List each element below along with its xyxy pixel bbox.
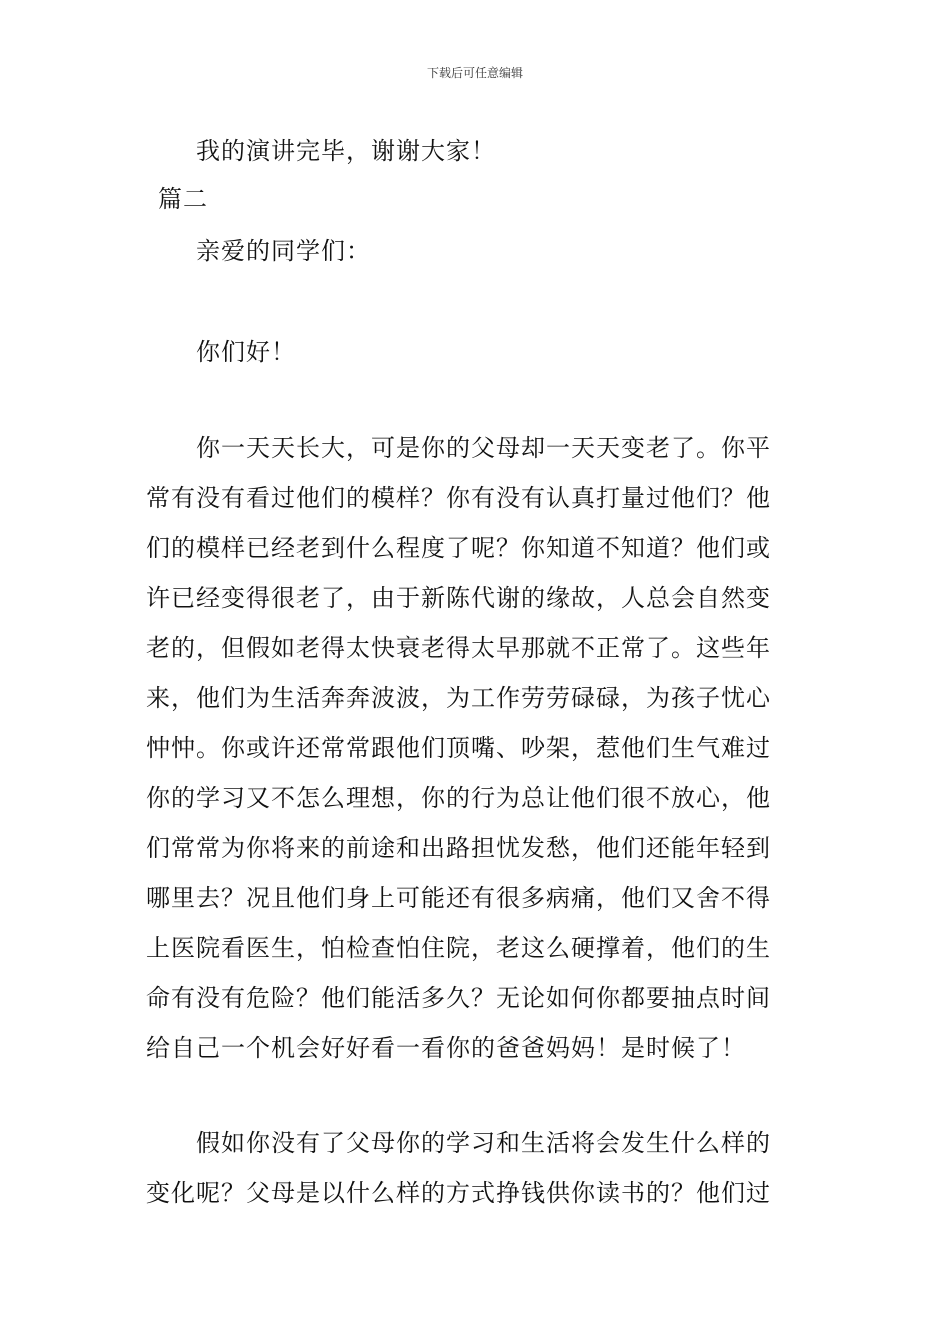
paragraph-line: 变化呢？父母是以什么样的方式挣钱供你读书的？他们过 [146, 1179, 771, 1207]
paragraph-line: 忡忡。你或许还常常跟他们顶嘴、吵架，惹他们生气难过 [146, 734, 771, 762]
section-heading: 篇二 [158, 185, 208, 213]
paragraph-line: 给自己一个机会好好看一看你的爸爸妈妈！是时候了！ [146, 1034, 746, 1062]
paragraph-line: 常有没有看过他们的模样？你有没有认真打量过他们？他 [146, 484, 771, 512]
paragraph-line: 你的学习又不怎么理想，你的行为总让他们很不放心，他 [146, 784, 771, 812]
paragraph-line: 们的模样已经老到什么程度了呢？你知道不知道？他们或 [146, 534, 771, 562]
paragraph-line: 上医院看医生，怕检查怕住院，老这么硬撑着，他们的生 [146, 934, 771, 962]
paragraph-line: 老的，但假如老得太快衰老得太早那就不正常了。这些年 [146, 634, 771, 662]
greeting-line: 亲爱的同学们： [196, 237, 371, 265]
paragraph-line: 哪里去？况且他们身上可能还有很多病痛，他们又舍不得 [146, 884, 771, 912]
closing-line: 我的演讲完毕，谢谢大家！ [196, 137, 496, 165]
salutation-line: 你们好！ [196, 338, 296, 366]
paragraph-line: 许已经变得很老了，由于新陈代谢的缘故，人总会自然变 [146, 584, 771, 612]
paragraph-line: 们常常为你将来的前途和出路担忧发愁，他们还能年轻到 [146, 834, 771, 862]
paragraph-line: 假如你没有了父母你的学习和生活将会发生什么样的 [196, 1129, 771, 1157]
paragraph-line: 你一天天长大，可是你的父母却一天天变老了。你平 [196, 434, 771, 462]
paragraph-line: 来，他们为生活奔奔波波，为工作劳劳碌碌，为孩子忧心 [146, 684, 771, 712]
paragraph-line: 命有没有危险？他们能活多久？无论如何你都要抽点时间 [146, 984, 771, 1012]
page-header: 下载后可任意编辑 [426, 66, 523, 80]
